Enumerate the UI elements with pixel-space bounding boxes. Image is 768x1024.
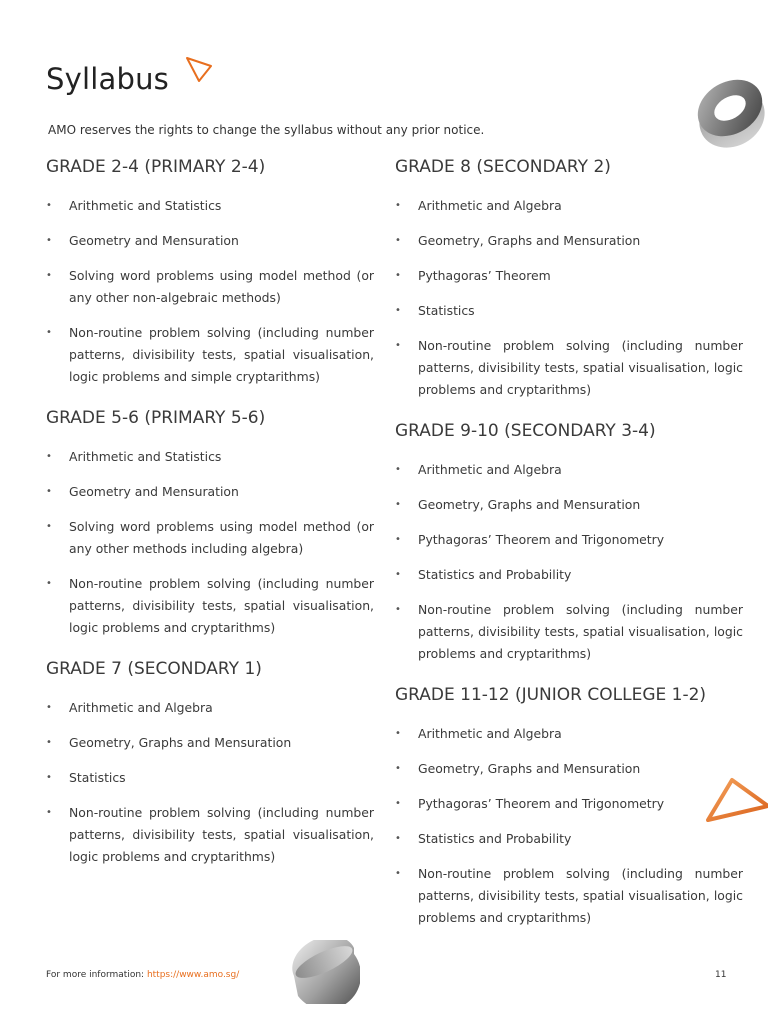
list-item: • Non-routine problem solving (including number patterns, divisibility tests, spatial visualisation, logic problems and simple cryptarithms) xyxy=(46,322,374,388)
grade-5-6-section xyxy=(46,405,374,639)
list-item: • Statistics xyxy=(46,767,374,789)
grade-11-12-section xyxy=(395,682,743,929)
topic-list xyxy=(395,459,743,665)
list-item: • Non-routine problem solving (including number patterns, divisibility tests, spatial visualisation, logic problems and cryptarithms) xyxy=(395,599,743,665)
grade-heading: GRADE 11-12 (JUNIOR COLLEGE 1-2) xyxy=(395,685,707,705)
list-item: • Geometry, Graphs and Mensuration xyxy=(395,230,743,252)
list-item: • Statistics and Probability xyxy=(395,828,743,850)
grade-8-section xyxy=(395,154,743,401)
list-item: • Geometry, Graphs and Mensuration xyxy=(395,494,743,516)
grade-2-4-section xyxy=(46,154,374,388)
list-item: • Statistics and Probability xyxy=(395,564,743,586)
list-item: • Non-routine problem solving (including number patterns, divisibility tests, spatial visualisation, logic problems and cryptarithms) xyxy=(46,573,374,639)
list-item: • Arithmetic and Algebra xyxy=(395,459,743,481)
topic-list xyxy=(46,195,374,388)
topic-list xyxy=(395,195,743,401)
list-item: • Pythagoras’ Theorem and Trigonometry xyxy=(395,529,743,551)
topic-list xyxy=(46,697,374,868)
orange-triangle-icon xyxy=(704,776,768,826)
grade-heading: GRADE 7 (SECONDARY 1) xyxy=(46,659,262,679)
list-item: • Geometry and Mensuration xyxy=(46,481,374,503)
grade-heading: GRADE 8 (SECONDARY 2) xyxy=(395,157,611,177)
topic-list xyxy=(46,446,374,639)
list-item: • Non-routine problem solving (including number patterns, divisibility tests, spatial visualisation, logic problems and cryptarithms) xyxy=(395,335,743,401)
list-item: • Arithmetic and Algebra xyxy=(395,723,743,745)
list-item: • Pythagoras’ Theorem and Trigonometry xyxy=(395,793,743,815)
grade-9-10-section xyxy=(395,418,743,665)
list-item: • Geometry, Graphs and Mensuration xyxy=(46,732,374,754)
list-item: • Non-routine problem solving (including number patterns, divisibility tests, spatial visualisation, logic problems and cryptarithms) xyxy=(395,863,743,929)
list-item: • Geometry, Graphs and Mensuration xyxy=(395,758,743,780)
grade-7-section xyxy=(46,656,374,868)
list-item: • Pythagoras’ Theorem xyxy=(395,265,743,287)
list-item: • Solving word problems using model method (or any other non-algebraic methods) xyxy=(46,265,374,309)
orange-triangle-icon xyxy=(184,54,214,84)
gray-ring-icon xyxy=(690,68,768,152)
website-link[interactable]: https://www.amo.sg/ xyxy=(146,970,240,980)
grade-heading: GRADE 5-6 (PRIMARY 5-6) xyxy=(46,408,266,428)
list-item: • Arithmetic and Algebra xyxy=(395,195,743,217)
list-item: • Geometry and Mensuration xyxy=(46,230,374,252)
list-item: • Arithmetic and Algebra xyxy=(46,697,374,719)
list-item: • Arithmetic and Statistics xyxy=(46,195,374,217)
left-column xyxy=(46,154,374,885)
footer-info xyxy=(46,970,239,980)
list-item: • Non-routine problem solving (including number patterns, divisibility tests, spatial visualisation, logic problems and cryptarithms) xyxy=(46,802,374,868)
list-item: • Statistics xyxy=(395,300,743,322)
list-item: • Arithmetic and Statistics xyxy=(46,446,374,468)
page-number: 11 xyxy=(715,970,727,980)
right-column xyxy=(395,154,743,946)
footer-info-label: For more information: xyxy=(46,970,147,980)
gray-hemisphere-icon xyxy=(288,940,360,1004)
grade-heading: GRADE 2-4 (PRIMARY 2-4) xyxy=(46,157,266,177)
grade-heading: GRADE 9-10 (SECONDARY 3-4) xyxy=(395,421,656,441)
page-title: Syllabus xyxy=(46,62,169,96)
topic-list xyxy=(395,723,743,929)
syllabus-notice: AMO reserves the rights to change the syllabus without any prior notice. xyxy=(48,123,485,137)
list-item: • Solving word problems using model method (or any other methods including algebra) xyxy=(46,516,374,560)
